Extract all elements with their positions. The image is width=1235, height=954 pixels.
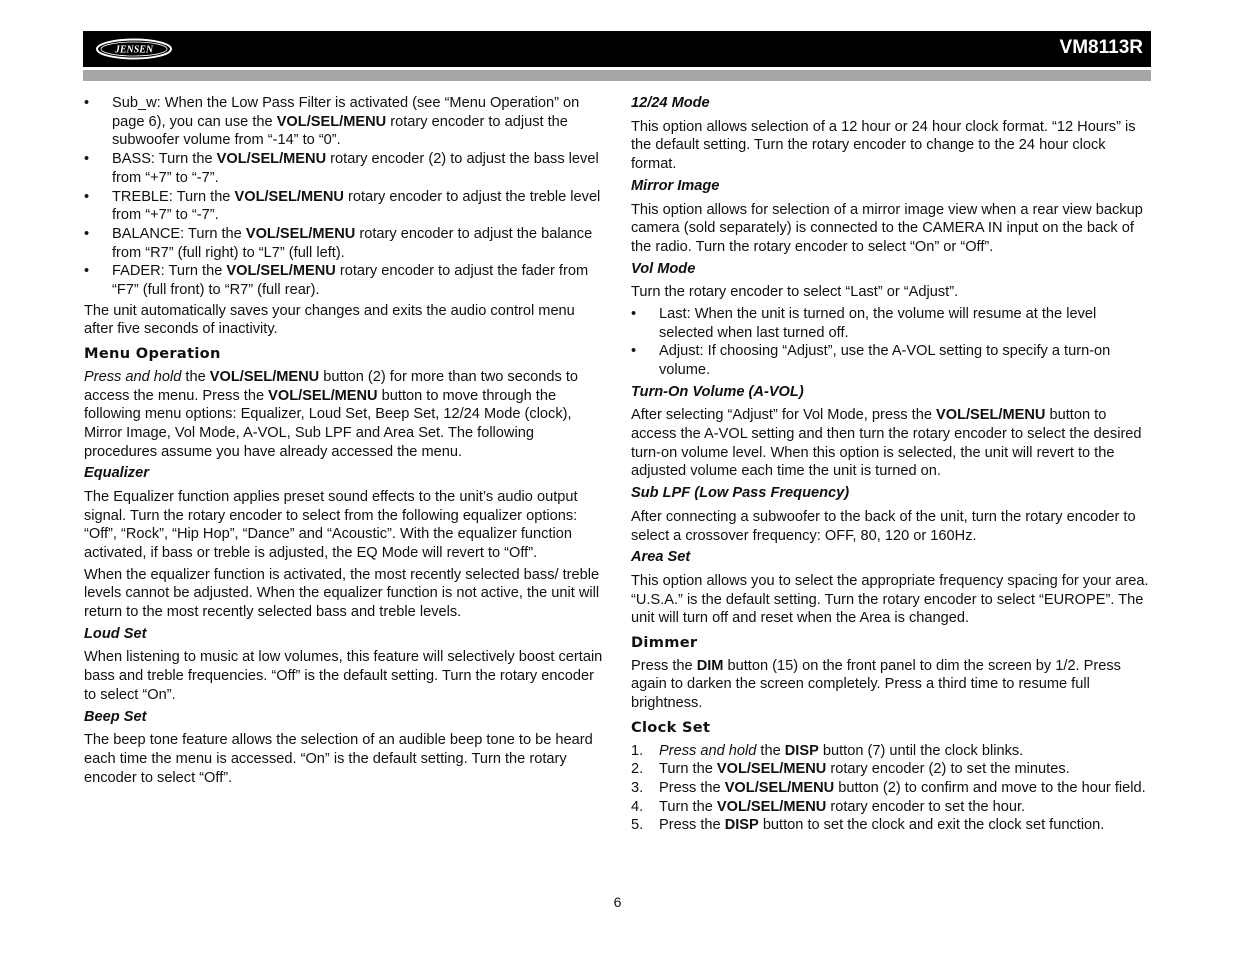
subsection-heading: Equalizer [84, 465, 149, 482]
audio-settings-list [84, 94, 604, 300]
step-text: Press the DISP button to set the clock and exit the clock set function. [659, 817, 1105, 834]
page-number: 6 [613, 894, 622, 910]
paragraph: When the equalizer function is activated, the most recently selected bass/ treble levels cannot be adjusted. When the equalizer function is not active, the unit will return to the most recently selected bass and treble levels. [84, 566, 600, 621]
step-item [631, 816, 1151, 835]
section-heading: Clock Set [631, 718, 711, 736]
subsection-heading: Area Set [631, 549, 691, 566]
step-number: 5. [631, 817, 644, 834]
paragraph: When listening to music at low volumes, this feature will selectively boost certain bass and treble frequencies. “Off” is the default setting. Turn the rotary encoder to select “On”. [84, 649, 603, 703]
subsection-heading: Beep Set [84, 708, 147, 725]
brand-text: JENSEN [114, 44, 154, 56]
paragraph: After connecting a subwoofer to the back of the unit, turn the rotary encoder to select a crossover frequency: OFF, 80, 120 or 160Hz. [631, 508, 1136, 544]
list-item: • Sub_w: When the Low Pass Filter is activated (see “Menu Operation” on page 6), you can use the VOL/SEL/MENU rotary encoder to adjust the subwoofer volume from “-14” to “0”. [84, 94, 604, 150]
right-column [631, 94, 1151, 837]
step-number: 3. [631, 780, 644, 796]
left-column [84, 94, 604, 790]
step-item [631, 760, 1151, 779]
section-heading: Dimmer [631, 634, 698, 652]
subsection-heading: Sub LPF (Low Pass Frequency) [631, 485, 850, 502]
subsection-heading: Vol Mode [631, 260, 696, 277]
paragraph: Turn the rotary encoder to select “Last” or “Adjust”. [631, 284, 959, 301]
list-item: • TREBLE: Turn the VOL/SEL/MENU rotary encoder to adjust the treble level from “+7” to “-7”. [84, 188, 604, 225]
step-item [631, 798, 1151, 817]
subsection-heading: Mirror Image [631, 177, 720, 194]
autosave-paragraph: The unit automatically saves your changes and exits the audio control menu after five seconds of inactivity. [84, 302, 575, 338]
subsection-heading: 12/24 Mode [631, 95, 710, 111]
subsection-heading: Loud Set [84, 625, 147, 642]
subsection-heading: Turn-On Volume (A-VOL) [631, 383, 804, 400]
paragraph: The Equalizer function applies preset sound effects to the unit’s audio output signal. Turn the rotary encoder to select from the following equalizer options: “Off”, “Rock”, “Hip Hop”, “Dance” and “Acoustic”. With the equalizer function activated, if bass or treble is adjusted, the EQ Mode will revert to “Off”. [84, 489, 578, 562]
step-text: Press and hold the DISP button (7) until the clock blinks. [659, 742, 1024, 759]
list-item: • Adjust: If choosing “Adjust”, use the A-VOL setting to specify a turn-on volume. [631, 342, 1151, 379]
jensen-logo [95, 38, 173, 60]
step-number: 4. [631, 798, 644, 815]
paragraph: This option allows selection of a 12 hour or 24 hour clock format. “12 Hours” is the default setting. Turn the rotary encoder to change to the 24 hour clock format. [631, 118, 1136, 173]
list-item: • BALANCE: Turn the VOL/SEL/MENU rotary encoder to adjust the balance from “R7” (full right) to “L7” (full left). [84, 225, 604, 262]
list-item: • Last: When the unit is turned on, the volume will resume at the level selected when last turned off. [631, 305, 1151, 342]
step-text: Turn the VOL/SEL/MENU rotary encoder (2) to set the minutes. [659, 761, 1070, 778]
header-bar [83, 31, 1151, 67]
model-number: VM8113R [1059, 37, 1143, 58]
paragraph: This option allows for selection of a mirror image view when a rear view backup camera (sold separately) is connected to the CAMERA IN input on the back of the radio. Turn the rotary encoder to select “On” or “Off”. [631, 201, 1143, 255]
step-text: Turn the VOL/SEL/MENU rotary encoder to set the hour. [659, 798, 1026, 815]
step-text: Press the VOL/SEL/MENU button (2) to confirm and move to the hour field. [659, 780, 1146, 796]
step-item [631, 742, 1151, 761]
paragraph: Press the DIM button (15) on the front panel to dim the screen by 1/2. Press again to darken the screen completely. Press a third time to resume full brightness. [631, 657, 1121, 712]
step-item [631, 779, 1151, 798]
vol-mode-list [631, 305, 1151, 380]
list-item: • BASS: Turn the VOL/SEL/MENU rotary encoder (2) to adjust the bass level from “+7” to “-7”. [84, 150, 604, 187]
section-heading: Menu Operation [84, 345, 221, 363]
paragraph: This option allows you to select the appropriate frequency spacing for your area. “U.S.A.” is the default setting. Turn the rotary encoder to select “EUROPE”. The unit will turn off and reset when the Area is changed. [631, 572, 1149, 627]
step-number: 2. [631, 761, 644, 778]
clock-set-steps [631, 742, 1151, 836]
step-number: 1. [631, 742, 644, 759]
paragraph: Press and hold the VOL/SEL/MENU button (2) for more than two seconds to access the menu. Press the VOL/SEL/MENU button to move through the following menu options: Equalizer, Loud Set, Beep Set, 12/24 Mode (clock), Mirror Image, Vol Mode, A-VOL, Sub LPF and Area Set. The following procedures assume you have already accessed the menu. [84, 368, 579, 460]
header-gray-rule [83, 70, 1151, 81]
list-item: • FADER: Turn the VOL/SEL/MENU rotary encoder to adjust the fader from “F7” (full front) to “R7” (full rear). [84, 262, 604, 299]
paragraph: The beep tone feature allows the selection of an audible beep tone to be heard each time the menu is accessed. “On” is the default setting. Turn the rotary encoder to select “Off”. [84, 732, 593, 786]
paragraph: After selecting “Adjust” for Vol Mode, press the VOL/SEL/MENU button to access the A-VOL setting and then turn the rotary encoder to select the desired turn-on volume level. When this option is selected, the unit will revert to the adjusted volume each time the unit is turned on. [631, 407, 1142, 480]
